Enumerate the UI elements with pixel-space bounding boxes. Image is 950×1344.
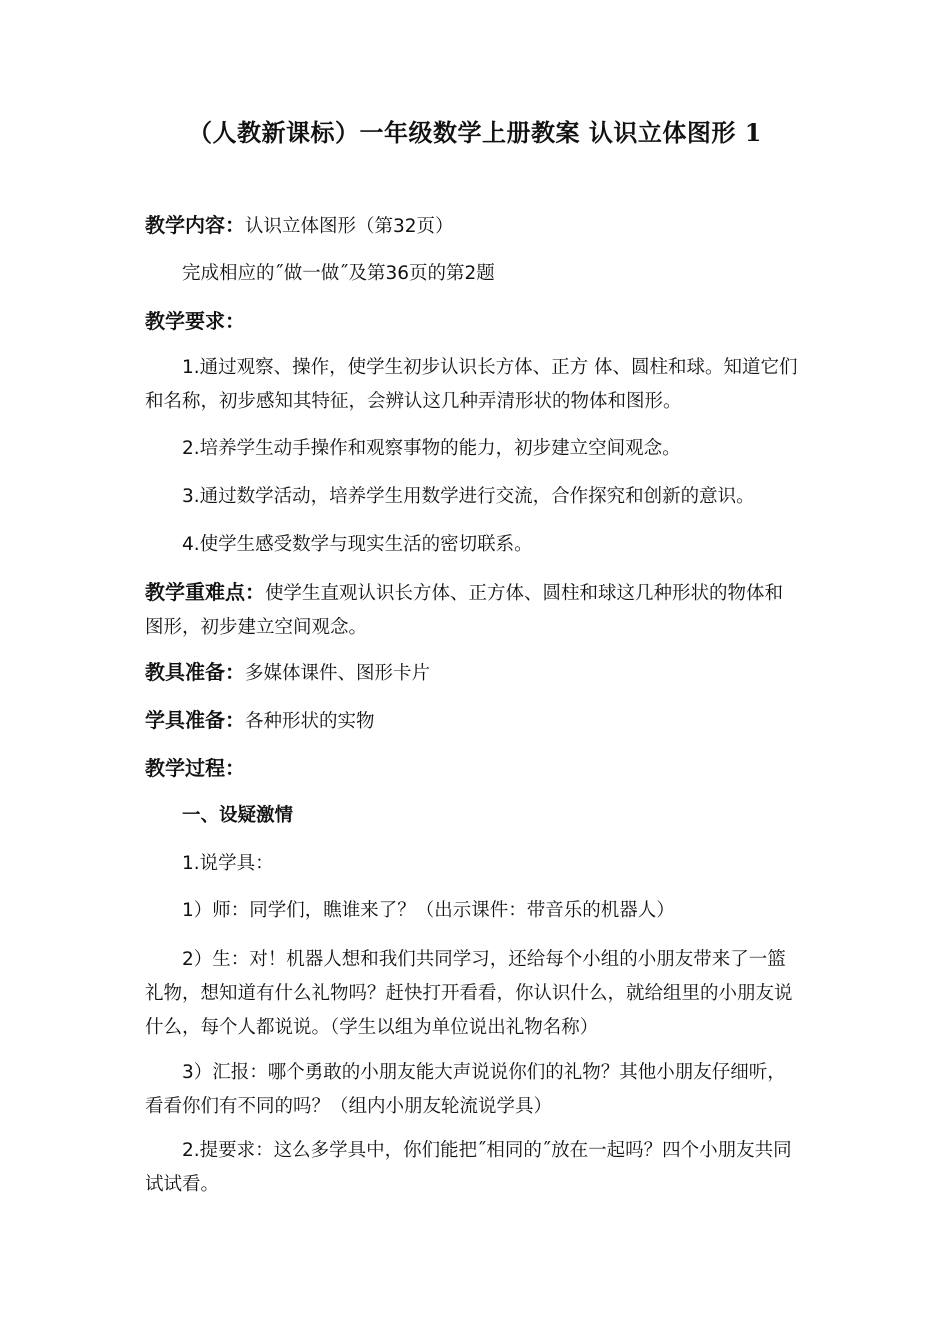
student-tools-label: 学具准备：: [145, 708, 245, 732]
process-label: 教学过程：: [145, 756, 245, 780]
requirements-label: 教学要求：: [145, 309, 245, 333]
requirement-item-1: 1.通过观察、操作，使学生初步认识长方体、正方 体、圆柱和球。知道它们和名称，初步感知其特征，会辨认这几种弄清形状的物体和图形。: [145, 357, 798, 412]
section-heading-1: 一、设疑激情: [182, 805, 294, 826]
requirement-item-3: 3.通过数学活动，培养学生用数学进行交流，合作探究和创新的意识。: [182, 486, 755, 507]
process-heading: [145, 751, 800, 787]
teacher-tools: [145, 655, 800, 691]
requirements-heading: [145, 304, 800, 340]
content-line-2: 完成相应的˝做一做˝及第36页的第2题: [182, 263, 495, 284]
student-tools-text: 各种形状的实物: [245, 711, 375, 732]
key-points-text: 使学生直观认识长方体、正方体、圆柱和球这几种形状的物体和图形，初步建立空间观念。: [145, 583, 784, 638]
process-item-1: 1.说学具：: [182, 853, 274, 874]
document-title: （人教新课标）一年级数学上册教案 认识立体图形 1: [188, 118, 762, 147]
teacher-tools-label: 教具准备：: [145, 660, 245, 684]
content-line: [145, 208, 800, 244]
process-item-3: 2）生：对！机器人想和我们共同学习，还给每个小组的小朋友带来了一篮礼物，想知道有什么礼物吗？赶快打开看看，你认识什么，就给组里的小朋友说什么，每个人都说说。（学生以组为单位说出礼物名称）: [145, 949, 793, 1038]
process-item-4: 3）汇报：哪个勇敢的小朋友能大声说说你们的礼物？其他小朋友仔细听，看看你们有不同的吗？（组内小朋友轮流说学具）: [145, 1062, 786, 1117]
student-tools: [145, 703, 800, 739]
key-points: [145, 575, 800, 645]
requirement-item-4: 4.使学生感受数学与现实生活的密切联系。: [182, 534, 533, 555]
requirement-item-2: 2.培养学生动手操作和观察事物的能力，初步建立空间观念。: [182, 438, 681, 459]
content-text: 认识立体图形（第32页）: [245, 216, 454, 237]
key-points-label: 教学重难点：: [145, 580, 265, 604]
process-item-5: 2.提要求：这么多学具中，你们能把˝相同的˝放在一起吗？四个小朋友共同试试看。: [145, 1140, 792, 1195]
teacher-tools-text: 多媒体课件、图形卡片: [245, 663, 431, 684]
content-label: 教学内容：: [145, 213, 245, 237]
process-item-2: 1）师：同学们，瞧谁来了？（出示课件：带音乐的机器人）: [182, 900, 675, 921]
